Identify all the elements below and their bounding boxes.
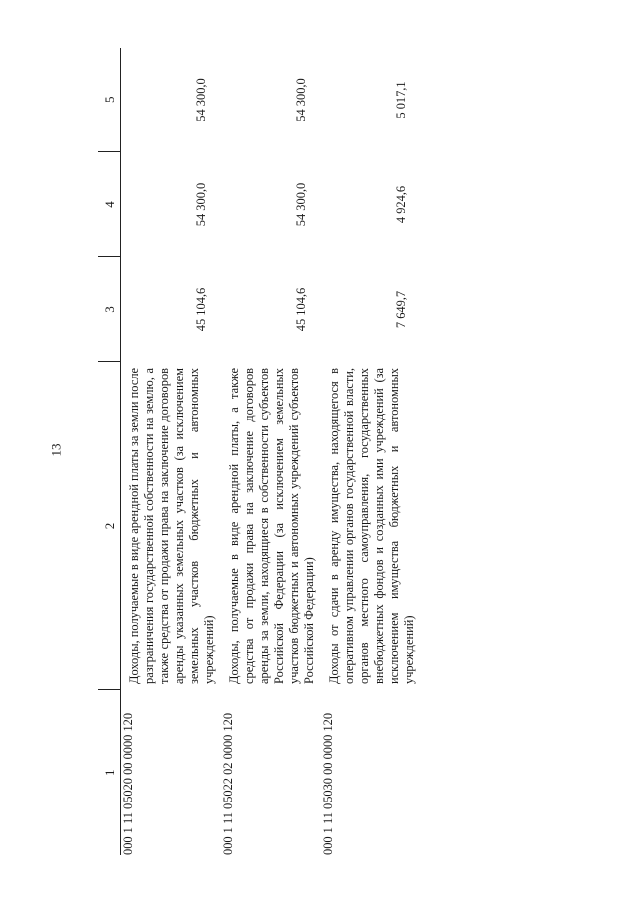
- row-value-col5: 5 017,1: [394, 81, 408, 119]
- header-col-1: 1: [98, 690, 121, 855]
- row-value-col3: 45 104,6: [294, 287, 308, 332]
- revenue-table: [98, 48, 421, 855]
- table-row: [221, 48, 321, 855]
- row-value-col4: 4 924,6: [394, 185, 408, 224]
- row-value-col4: 54 300,0: [194, 182, 208, 227]
- header-row: [98, 48, 121, 855]
- table-row: [121, 48, 222, 855]
- row-value-col5: 54 300,0: [194, 78, 208, 122]
- header-col-2: 2: [98, 362, 121, 690]
- row-value-col5: 54 300,0: [294, 78, 308, 122]
- page-number: 13: [48, 443, 64, 457]
- row-code: 000 1 11 05030 00 0000 120: [321, 712, 335, 855]
- row-value-col3: 7 649,7: [394, 290, 408, 329]
- row-description: Доходы, получаемые в виде арендной платы за земли после разграничения государственной собственности на землю, а также средства от продажи права на заключение договоров аренды указанных земельных участков (за исключением земельных участков бюджетных и автономных учреждений): [127, 368, 216, 684]
- table-row: [321, 48, 421, 855]
- header-col-3: 3: [98, 257, 121, 362]
- row-description: Доходы от сдачи в аренду имущества, находящегося в оперативном управлении органов государственной власти, органов местного самоуправления, государственных внебюджетных фондов и созданных ими учреждений (за исключением имущества бюджетных и автономных учреждений): [327, 368, 416, 684]
- row-value-col3: 45 104,6: [194, 287, 208, 332]
- header-col-4: 4: [98, 152, 121, 257]
- row-value-col4: 54 300,0: [294, 182, 308, 227]
- row-description: Доходы, получаемые в виде арендной платы, а также средства от продажи права на заключение договоров аренды за земли, находящиеся в собственности субъектов Российской Федерации (за исключением земельных участков бюджетных и автономных учреждений субъектов Российской Федерации): [227, 368, 316, 684]
- header-col-5: 5: [98, 48, 121, 152]
- row-code: 000 1 11 05020 00 0000 120: [121, 712, 135, 855]
- row-code: 000 1 11 05022 02 0000 120: [221, 712, 235, 855]
- rotated-table-container: [98, 48, 568, 855]
